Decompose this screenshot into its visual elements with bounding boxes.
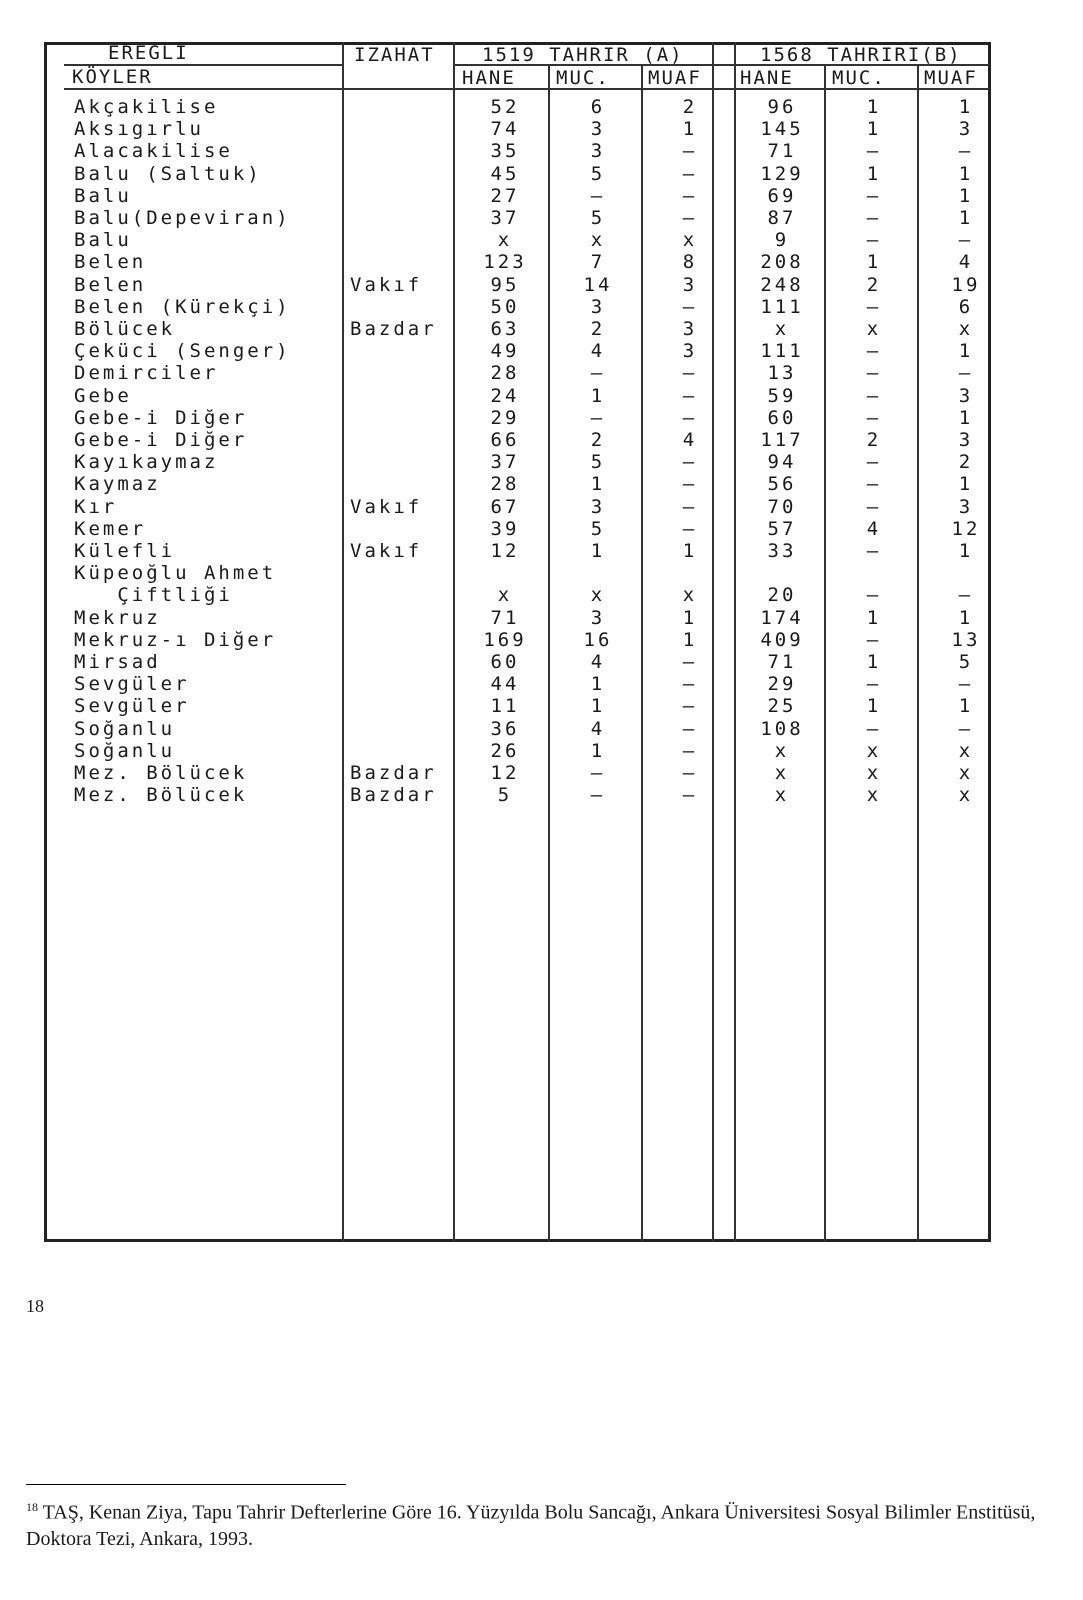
a-muaf-cell: 8 — [682, 251, 698, 273]
b-muaf-cell: – — [958, 229, 974, 251]
header-group-b: 1568 TAHRIRI(B) — [760, 44, 962, 66]
a-hane-cell: 44 — [490, 673, 520, 695]
a-muaf-cell: 1 — [682, 607, 698, 629]
village-name: Sevgüler — [74, 695, 190, 717]
footnote-marker: 18 — [26, 1500, 38, 1514]
b-hane-cell: 129 — [760, 163, 804, 185]
a-hane-cell: 169 — [483, 629, 527, 651]
b-muaf-cell: 2 — [958, 451, 974, 473]
header-muc-b: MUC. — [832, 67, 886, 89]
b-muc-cell: – — [866, 584, 882, 606]
a-muc-cell: 3 — [590, 296, 606, 318]
b-muaf-cell: 12 — [951, 518, 981, 540]
b-muc-cell: – — [866, 540, 882, 562]
a-hane-cell: x — [497, 584, 513, 606]
b-muc-cell: 1 — [866, 251, 882, 273]
b-hane-cell: 108 — [760, 718, 804, 740]
a-muaf-cell: 1 — [682, 540, 698, 562]
a-muaf-cell: – — [682, 740, 698, 762]
b-hane-cell: 60 — [767, 407, 797, 429]
village-name: Bölücek — [74, 318, 176, 340]
b-muaf-cell: 1 — [958, 540, 974, 562]
a-muc-cell: x — [590, 229, 606, 251]
izahat-cell: Vakıf — [350, 274, 423, 296]
a-muaf-cell: 3 — [682, 274, 698, 296]
b-hane-cell: 145 — [760, 118, 804, 140]
header-region: EREGLI — [108, 42, 189, 64]
a-muaf-cell: – — [682, 362, 698, 384]
village-name: Çeküci (Senger) — [74, 340, 291, 362]
a-muaf-cell: 3 — [682, 340, 698, 362]
b-muaf-cell: x — [958, 318, 974, 340]
b-hane-cell: x — [774, 762, 790, 784]
b-hane-cell: x — [774, 784, 790, 806]
b-muc-cell: 1 — [866, 695, 882, 717]
b-muaf-cell: 1 — [958, 96, 974, 118]
a-hane-cell: 27 — [490, 185, 520, 207]
village-name: Soğanlu — [74, 718, 176, 740]
a-muaf-cell: 1 — [682, 629, 698, 651]
b-muc-cell: 1 — [866, 118, 882, 140]
a-muc-cell: x — [590, 584, 606, 606]
a-hane-cell: 60 — [490, 651, 520, 673]
village-name: Gebe — [74, 385, 132, 407]
izahat-cell: Vakıf — [350, 540, 423, 562]
b-muaf-cell: 13 — [951, 629, 981, 651]
column-divider — [342, 42, 344, 1242]
column-divider — [548, 66, 550, 1242]
b-hane-cell: 57 — [767, 518, 797, 540]
b-muaf-cell: 1 — [958, 340, 974, 362]
a-muc-cell: 5 — [590, 207, 606, 229]
b-muaf-cell: – — [958, 362, 974, 384]
b-hane-cell: x — [774, 318, 790, 340]
izahat-cell: Vakıf — [350, 496, 423, 518]
a-muaf-cell: 4 — [682, 429, 698, 451]
b-muc-cell: – — [866, 718, 882, 740]
a-muaf-cell: – — [682, 140, 698, 162]
a-hane-cell: 95 — [490, 274, 520, 296]
b-muaf-cell: 6 — [958, 296, 974, 318]
b-hane-cell: 117 — [760, 429, 804, 451]
b-muc-cell: x — [866, 318, 882, 340]
b-muaf-cell: 1 — [958, 185, 974, 207]
a-muc-cell: – — [590, 362, 606, 384]
village-name: Çiftliği — [74, 584, 233, 606]
a-muc-cell: 1 — [590, 740, 606, 762]
a-hane-cell: 50 — [490, 296, 520, 318]
a-muc-cell: 1 — [590, 695, 606, 717]
a-hane-cell: 24 — [490, 385, 520, 407]
a-hane-cell: 36 — [490, 718, 520, 740]
b-hane-cell: 87 — [767, 207, 797, 229]
a-hane-cell: 39 — [490, 518, 520, 540]
b-muaf-cell: 3 — [958, 118, 974, 140]
a-hane-cell: 28 — [490, 473, 520, 495]
a-muc-cell: 5 — [590, 518, 606, 540]
a-muaf-cell: 2 — [682, 96, 698, 118]
a-muc-cell: 14 — [583, 274, 613, 296]
b-muc-cell: 1 — [866, 607, 882, 629]
b-muaf-cell: 5 — [958, 651, 974, 673]
b-hane-cell: 13 — [767, 362, 797, 384]
a-hane-cell: 35 — [490, 140, 520, 162]
village-name: Demirciler — [74, 362, 219, 384]
b-muc-cell: – — [866, 629, 882, 651]
a-muc-cell: 4 — [590, 718, 606, 740]
b-muaf-cell: – — [958, 584, 974, 606]
b-hane-cell: 409 — [760, 629, 804, 651]
b-hane-cell: 59 — [767, 385, 797, 407]
a-muaf-cell: – — [682, 762, 698, 784]
village-name: Gebe-i Diğer — [74, 407, 248, 429]
page-number: 18 — [26, 1296, 44, 1316]
b-hane-cell: 9 — [774, 229, 790, 251]
a-muaf-cell: 1 — [682, 118, 698, 140]
a-hane-cell: 74 — [490, 118, 520, 140]
b-muaf-cell: 1 — [958, 473, 974, 495]
b-hane-cell: 25 — [767, 695, 797, 717]
b-hane-cell: x — [774, 740, 790, 762]
village-name: Soğanlu — [74, 740, 176, 762]
footnote — [26, 1494, 1046, 1552]
a-muc-cell: – — [590, 407, 606, 429]
b-muc-cell: – — [866, 673, 882, 695]
b-muc-cell: 2 — [866, 429, 882, 451]
a-muc-cell: 3 — [590, 118, 606, 140]
village-name: Belen (Kürekçi) — [74, 296, 291, 318]
b-muaf-cell: x — [958, 762, 974, 784]
village-name: Alacakilise — [74, 140, 233, 162]
a-muaf-cell: – — [682, 407, 698, 429]
a-muaf-cell: – — [682, 473, 698, 495]
izahat-cell: Bazdar — [350, 784, 437, 806]
b-muc-cell: – — [866, 340, 882, 362]
a-hane-cell: 28 — [490, 362, 520, 384]
footnote-separator — [26, 1484, 346, 1485]
village-name: Kemer — [74, 518, 147, 540]
a-hane-cell: 123 — [483, 251, 527, 273]
header-hane-a: HANE — [462, 67, 516, 89]
b-muc-cell: x — [866, 784, 882, 806]
a-muaf-cell: – — [682, 207, 698, 229]
b-hane-cell: 248 — [760, 274, 804, 296]
a-muaf-cell: – — [682, 163, 698, 185]
a-muc-cell: 4 — [590, 340, 606, 362]
b-hane-cell: 69 — [767, 185, 797, 207]
b-muaf-cell: 19 — [951, 274, 981, 296]
a-hane-cell: 5 — [497, 784, 513, 806]
b-hane-cell: 70 — [767, 496, 797, 518]
a-hane-cell: 11 — [490, 695, 520, 717]
a-muaf-cell: – — [682, 296, 698, 318]
b-hane-cell: 71 — [767, 140, 797, 162]
a-muc-cell: 2 — [590, 429, 606, 451]
a-muc-cell: 1 — [590, 473, 606, 495]
a-muc-cell: – — [590, 762, 606, 784]
b-muc-cell: – — [866, 407, 882, 429]
a-muc-cell: 5 — [590, 451, 606, 473]
a-hane-cell: 49 — [490, 340, 520, 362]
header-muaf-b: MUAF — [924, 67, 978, 89]
a-hane-cell: 71 — [490, 607, 520, 629]
a-muaf-cell: – — [682, 695, 698, 717]
header-hane-b: HANE — [740, 67, 794, 89]
b-hane-cell: 29 — [767, 673, 797, 695]
village-name: Belen — [74, 274, 147, 296]
a-hane-cell: x — [497, 229, 513, 251]
a-muaf-cell: – — [682, 496, 698, 518]
b-muaf-cell: 1 — [958, 163, 974, 185]
a-muc-cell: 1 — [590, 673, 606, 695]
b-muc-cell: – — [866, 229, 882, 251]
a-muaf-cell: – — [682, 673, 698, 695]
a-hane-cell: 26 — [490, 740, 520, 762]
village-name: Kaymaz — [74, 473, 161, 495]
village-name: Mez. Bölücek — [74, 762, 248, 784]
b-hane-cell: 96 — [767, 96, 797, 118]
a-muc-cell: 3 — [590, 496, 606, 518]
b-muaf-cell: 1 — [958, 607, 974, 629]
b-muaf-cell: 1 — [958, 695, 974, 717]
column-divider — [453, 42, 455, 1242]
village-name: Aksıgırlu — [74, 118, 204, 140]
village-name: Gebe-i Diğer — [74, 429, 248, 451]
a-muaf-cell: – — [682, 518, 698, 540]
a-hane-cell: 29 — [490, 407, 520, 429]
b-muaf-cell: x — [958, 784, 974, 806]
b-muaf-cell: 3 — [958, 429, 974, 451]
b-hane-cell: 33 — [767, 540, 797, 562]
village-name: Kır — [74, 496, 118, 518]
b-hane-cell: 111 — [760, 340, 804, 362]
village-name: Akçakilise — [74, 96, 219, 118]
b-muc-cell: – — [866, 140, 882, 162]
village-name: Mirsad — [74, 651, 161, 673]
village-name: Mekruz — [74, 607, 161, 629]
a-muc-cell: 7 — [590, 251, 606, 273]
a-muaf-cell: – — [682, 185, 698, 207]
a-muc-cell: 6 — [590, 96, 606, 118]
b-muaf-cell: 4 — [958, 251, 974, 273]
b-hane-cell: 111 — [760, 296, 804, 318]
a-muc-cell: 16 — [583, 629, 613, 651]
village-name: Sevgüler — [74, 673, 190, 695]
a-muc-cell: 1 — [590, 385, 606, 407]
footnote-text: TAŞ, Kenan Ziya, Tapu Tahrir Defterlerine Göre 16. Yüzyılda Bolu Sancağı, Ankara Üniversitesi Sosyal Bilimler Enstitüsü, Doktora Tezi, Ankara, 1993. — [26, 1501, 1036, 1550]
a-muaf-cell: – — [682, 651, 698, 673]
village-name: Balu (Saltuk) — [74, 163, 262, 185]
village-name: Kayıkaymaz — [74, 451, 219, 473]
b-muc-cell: 2 — [866, 274, 882, 296]
b-hane-cell: 71 — [767, 651, 797, 673]
a-hane-cell: 37 — [490, 451, 520, 473]
b-muc-cell: x — [866, 740, 882, 762]
a-hane-cell: 37 — [490, 207, 520, 229]
header-villages: KÖYLER — [72, 66, 153, 88]
a-hane-cell: 12 — [490, 540, 520, 562]
a-muc-cell: 1 — [590, 540, 606, 562]
village-name: Balu — [74, 185, 132, 207]
a-muc-cell: 4 — [590, 651, 606, 673]
a-muaf-cell: – — [682, 385, 698, 407]
village-name: Balu — [74, 229, 132, 251]
b-muaf-cell: 1 — [958, 207, 974, 229]
b-muc-cell: – — [866, 385, 882, 407]
b-muc-cell: – — [866, 473, 882, 495]
a-muaf-cell: x — [682, 584, 698, 606]
a-hane-cell: 45 — [490, 163, 520, 185]
column-divider — [734, 42, 736, 1242]
b-muaf-cell: 1 — [958, 407, 974, 429]
b-muc-cell: – — [866, 207, 882, 229]
b-muaf-cell: 3 — [958, 385, 974, 407]
b-muc-cell: – — [866, 451, 882, 473]
b-muaf-cell: – — [958, 718, 974, 740]
village-name: Küpeoğlu Ahmet — [74, 562, 277, 584]
a-muaf-cell: – — [682, 718, 698, 740]
a-hane-cell: 52 — [490, 96, 520, 118]
b-hane-cell: 20 — [767, 584, 797, 606]
a-hane-cell: 66 — [490, 429, 520, 451]
b-muaf-cell: – — [958, 140, 974, 162]
header-muaf-a: MUAF — [648, 67, 702, 89]
a-muc-cell: 2 — [590, 318, 606, 340]
b-hane-cell: 174 — [760, 607, 804, 629]
b-hane-cell: 56 — [767, 473, 797, 495]
a-muaf-cell: 3 — [682, 318, 698, 340]
b-muaf-cell: – — [958, 673, 974, 695]
b-hane-cell: 94 — [767, 451, 797, 473]
village-name: Külefli — [74, 540, 176, 562]
b-muc-cell: x — [866, 762, 882, 784]
b-muc-cell: 1 — [866, 651, 882, 673]
column-divider — [917, 66, 919, 1242]
a-muc-cell: 3 — [590, 607, 606, 629]
b-muc-cell: 4 — [866, 518, 882, 540]
header-muc-a: MUC. — [556, 67, 610, 89]
izahat-cell: Bazdar — [350, 762, 437, 784]
village-name: Belen — [74, 251, 147, 273]
a-muc-cell: – — [590, 185, 606, 207]
a-muaf-cell: – — [682, 784, 698, 806]
village-name: Mez. Bölücek — [74, 784, 248, 806]
a-hane-cell: 63 — [490, 318, 520, 340]
a-hane-cell: 12 — [490, 762, 520, 784]
b-muc-cell: – — [866, 496, 882, 518]
a-muaf-cell: x — [682, 229, 698, 251]
a-muaf-cell: – — [682, 451, 698, 473]
b-muc-cell: – — [866, 362, 882, 384]
izahat-cell: Bazdar — [350, 318, 437, 340]
header-izahat: IZAHAT — [354, 44, 435, 66]
column-divider — [641, 66, 643, 1242]
b-muc-cell: 1 — [866, 163, 882, 185]
b-muc-cell: – — [866, 185, 882, 207]
b-muc-cell: 1 — [866, 96, 882, 118]
header-group-a: 1519 TAHRIR (A) — [482, 44, 684, 66]
b-muc-cell: – — [866, 296, 882, 318]
a-muc-cell: – — [590, 784, 606, 806]
a-hane-cell: 67 — [490, 496, 520, 518]
b-muaf-cell: 3 — [958, 496, 974, 518]
village-name: Mekruz-ı Diğer — [74, 629, 277, 651]
b-muaf-cell: x — [958, 740, 974, 762]
a-muc-cell: 5 — [590, 163, 606, 185]
b-hane-cell: 208 — [760, 251, 804, 273]
village-name: Balu(Depeviran) — [74, 207, 291, 229]
a-muc-cell: 3 — [590, 140, 606, 162]
column-divider — [824, 66, 826, 1242]
